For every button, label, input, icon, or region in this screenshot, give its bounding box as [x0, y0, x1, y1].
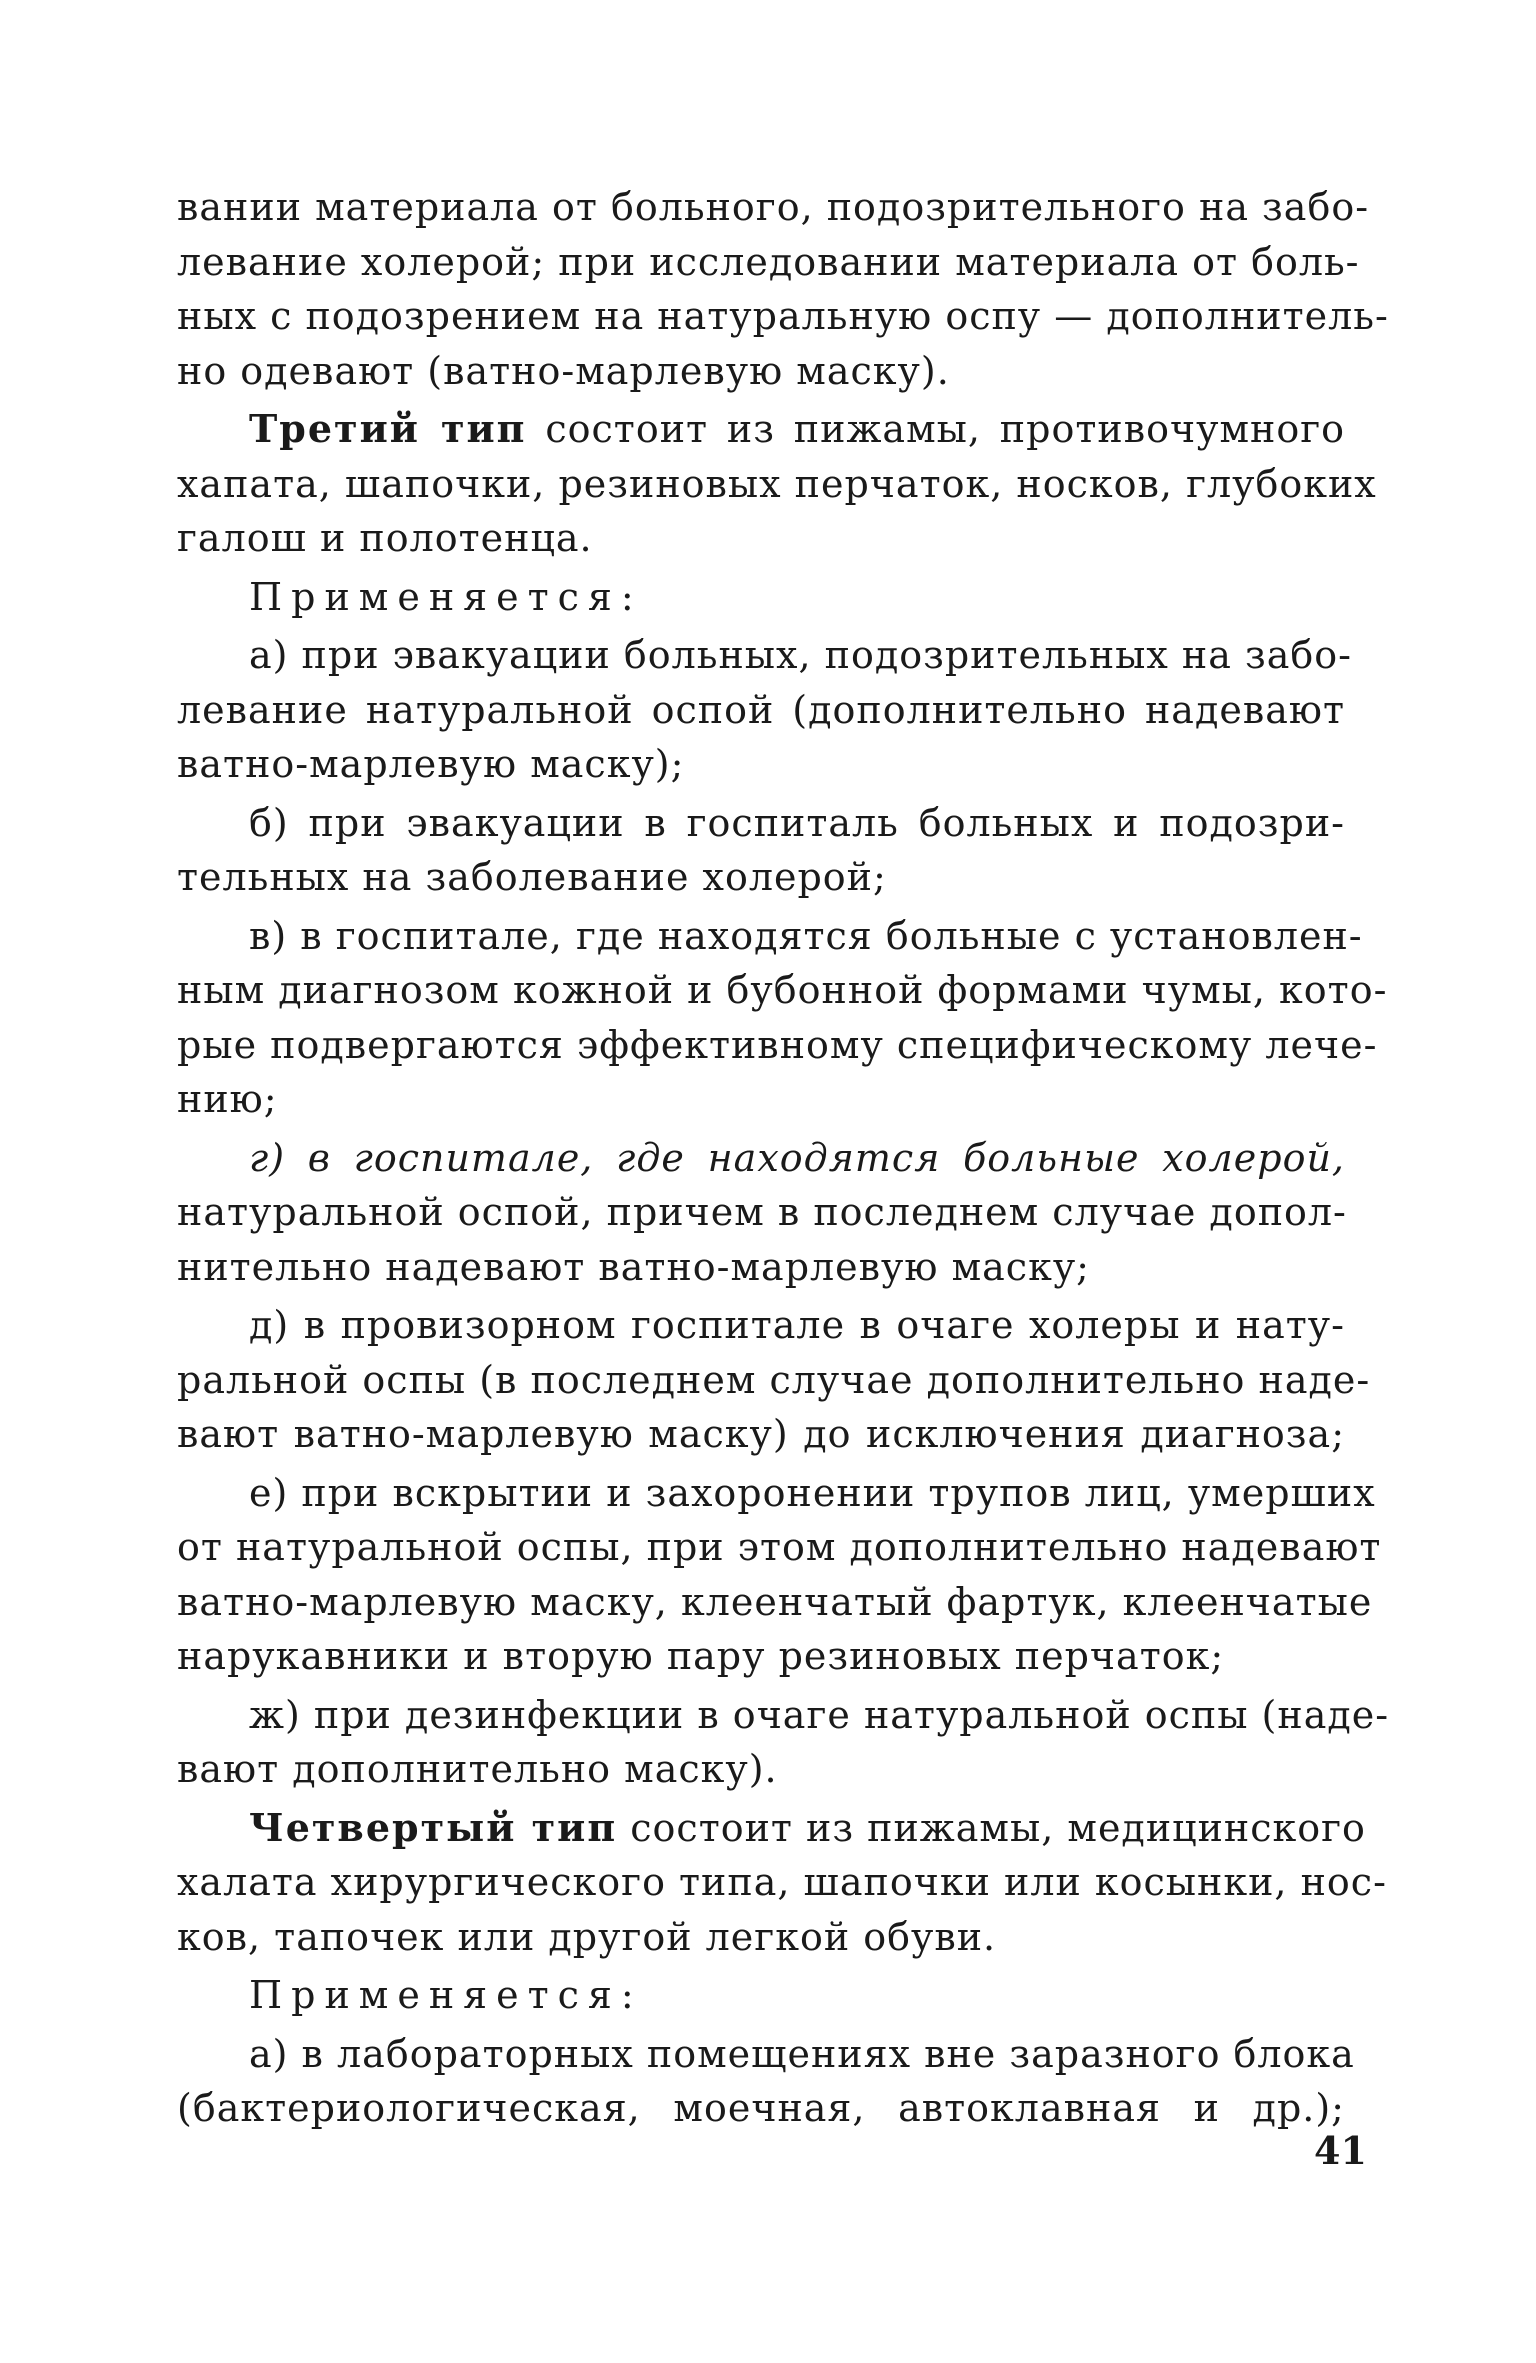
text-line: но одевают (ватно-марлевую маску). [177, 348, 950, 393]
fourth-type-heading: Четвертый тип [249, 1804, 618, 1850]
page-number: 41 [1314, 2128, 1367, 2173]
list-item-e: е) при вскрытии и захоронении трупов лиц, умерших [249, 1470, 1376, 1515]
text-line: нарукавники и вторую пару резиновых перчаток; [177, 1634, 1225, 1678]
list-item-a: а) в лабораторных помещениях вне заразного блока [249, 2031, 1355, 2076]
text-line: (бактериологическая, моечная, автоклавная и др.); [177, 2086, 1345, 2130]
text-line: от натуральной оспы, при этом дополнительно надевают [177, 1525, 1382, 1569]
text-line: хапата, шапочки, резиновых перчаток, носков, глубоких [177, 461, 1377, 506]
text-line: вают ватно-марлевую маску) до исключения диагноза; [177, 1412, 1345, 1456]
list-item-v: в) в госпитале, где находятся больные с установлен- [249, 913, 1363, 958]
text-line: вают дополнительно маску). [177, 1747, 778, 1791]
text-line: ральной оспы (в последнем случае дополнительно наде- [177, 1357, 1371, 1402]
list-item-zh: ж) при дезинфекции в очаге натуральной оспы (наде- [249, 1692, 1390, 1737]
list-item-b: б) при эвакуации в госпиталь больных и подозри- [249, 800, 1345, 845]
list-item-a: а) при эвакуации больных, подозрительных на забо- [249, 633, 1352, 677]
body-text [177, 180, 1390, 2136]
text-line: ным диагнозом кожной и бубонной формами чумы, кото- [177, 968, 1388, 1012]
text-line: левание натуральной оспой (дополнительно надевают [177, 687, 1345, 732]
text-line: халата хирургического типа, шапочки или косынки, нос- [177, 1860, 1387, 1904]
text-line: нительно надевают ватно-марлевую маску; [177, 1244, 1090, 1289]
text-line: ватно-марлевую маску); [177, 742, 685, 786]
fourth-type-text: состоит из пижамы, медицинского [617, 1805, 1366, 1850]
list-item-g: г) в госпитале, где находятся больные холерой, [249, 1135, 1345, 1180]
text-line: ватно-марлевую маску, клеенчатый фартук, клеенчатые [177, 1579, 1373, 1624]
paragraph-fourth-type [177, 1801, 1366, 1856]
text-line: натуральной оспой, причем в последнем случае допол- [177, 1190, 1347, 1234]
applies-heading: Применяется: [249, 1973, 643, 2017]
text-line: рые подвергаются эффективному специфическому лече- [177, 1022, 1378, 1067]
paragraph-third-type [177, 402, 1345, 457]
text-line: ных с подозрением на натуральную оспу — дополнитель- [177, 294, 1389, 338]
third-type-heading: Третий тип [249, 406, 527, 451]
text-line: вании материала от больного, подозрительного на забо- [177, 185, 1370, 229]
list-item-d: д) в провизорном госпитале в очаге холеры и нату- [249, 1303, 1345, 1347]
text-line: тельных на заболевание холерой; [177, 855, 887, 899]
third-type-text: состоит из пижамы, противочумного [526, 407, 1345, 451]
text-line: ков, тапочек или другой легкой обуви. [177, 1914, 997, 1959]
text-line: галош и полотенца. [177, 516, 593, 560]
text-line: левание холерой; при исследовании материала от боль- [177, 239, 1360, 284]
applies-heading: Применяется: [249, 574, 643, 619]
text-line: нию; [177, 1077, 278, 1121]
